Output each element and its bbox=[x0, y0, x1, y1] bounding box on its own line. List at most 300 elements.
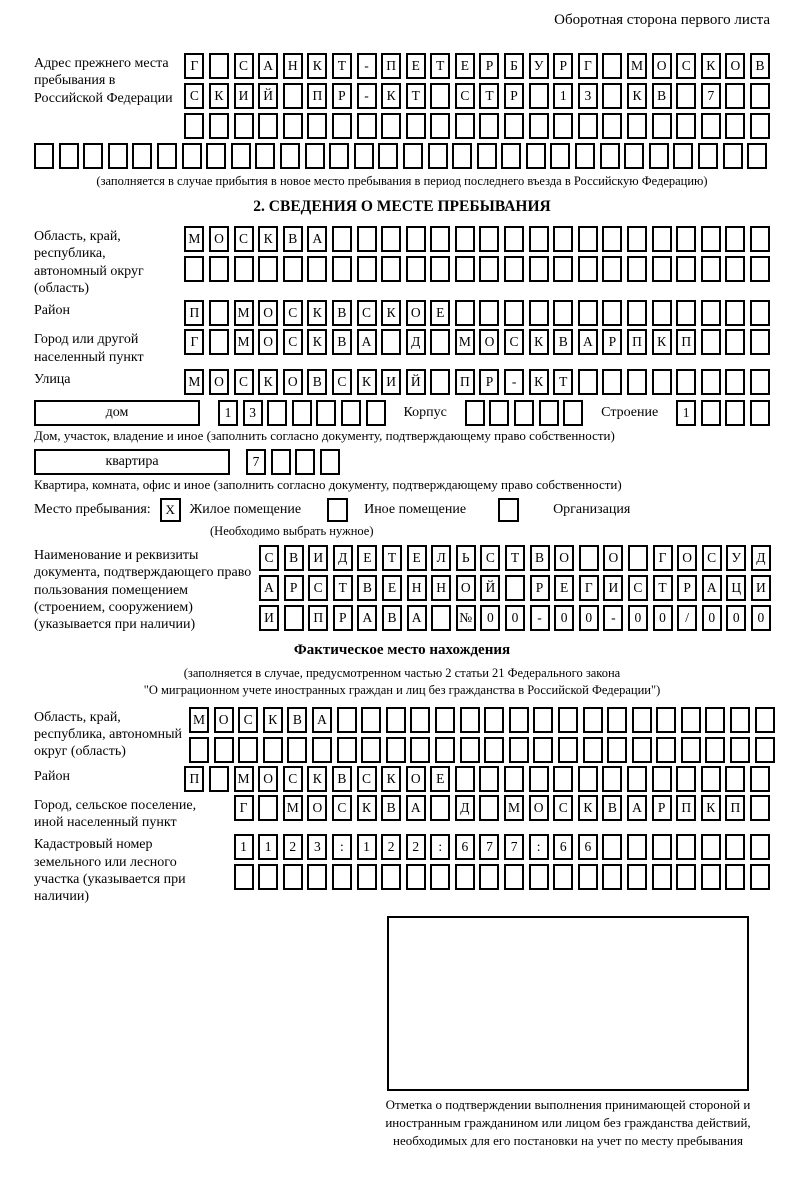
char-cell: К bbox=[529, 369, 549, 395]
char-cell bbox=[701, 766, 721, 792]
prev-address-fullwidth-row bbox=[34, 143, 770, 169]
char-cell bbox=[410, 707, 430, 733]
char-cell bbox=[701, 300, 721, 326]
field-prev-address bbox=[34, 53, 770, 139]
char-cell bbox=[676, 300, 696, 326]
char-cell bbox=[652, 300, 672, 326]
char-cell bbox=[337, 737, 357, 763]
char-cell bbox=[406, 113, 426, 139]
char-cell bbox=[750, 300, 770, 326]
char-cell bbox=[750, 83, 770, 109]
char-cell bbox=[750, 226, 770, 252]
char-cell: И bbox=[381, 369, 401, 395]
char-cell bbox=[307, 256, 327, 282]
char-cell bbox=[435, 707, 455, 733]
char-cell bbox=[627, 766, 647, 792]
checkbox-organizatsiya bbox=[498, 498, 519, 522]
char-cell bbox=[533, 707, 553, 733]
char-cell bbox=[337, 707, 357, 733]
char-cell bbox=[504, 300, 524, 326]
char-cell bbox=[701, 834, 721, 860]
char-cell bbox=[750, 329, 770, 355]
char-cell bbox=[701, 400, 721, 426]
char-cell bbox=[602, 300, 622, 326]
char-cell bbox=[189, 737, 209, 763]
char-cell bbox=[529, 766, 549, 792]
char-cell: У bbox=[529, 53, 549, 79]
char-grid-row bbox=[234, 795, 770, 821]
char-cell bbox=[652, 369, 672, 395]
char-cell: М bbox=[504, 795, 524, 821]
char-cell bbox=[258, 256, 278, 282]
char-cell: Д bbox=[333, 545, 353, 571]
char-cell bbox=[632, 707, 652, 733]
char-cell bbox=[479, 864, 499, 890]
char-cell: 2 bbox=[381, 834, 401, 860]
char-cell bbox=[725, 834, 745, 860]
char-cell bbox=[509, 737, 529, 763]
char-cell: У bbox=[726, 545, 746, 571]
char-cell: 3 bbox=[578, 83, 598, 109]
char-grid-row bbox=[259, 575, 771, 601]
fact-rayon-label: Район bbox=[34, 768, 70, 784]
char-cell: А bbox=[307, 226, 327, 252]
char-cell: О bbox=[652, 53, 672, 79]
char-cell bbox=[280, 143, 300, 169]
korpus-label: Корпус bbox=[403, 405, 447, 421]
char-cell: В bbox=[750, 53, 770, 79]
char-cell: В bbox=[283, 226, 303, 252]
char-cell: 6 bbox=[553, 834, 573, 860]
section2-title: 2. СВЕДЕНИЯ О МЕСТЕ ПРЕБЫВАНИЯ bbox=[253, 197, 551, 215]
char-cell bbox=[583, 737, 603, 763]
char-cell bbox=[238, 737, 258, 763]
char-cell bbox=[673, 143, 693, 169]
char-cell: О bbox=[725, 53, 745, 79]
char-cell: В bbox=[553, 329, 573, 355]
char-cell bbox=[479, 256, 499, 282]
char-cell: С bbox=[504, 329, 524, 355]
char-cell bbox=[750, 256, 770, 282]
mesto-note: (Необходимо выбрать нужное) bbox=[210, 524, 374, 539]
fact-title: Фактическое место нахождения bbox=[293, 641, 511, 658]
stroenie-label: Строение bbox=[601, 405, 659, 421]
char-cell bbox=[460, 707, 480, 733]
char-grid-row bbox=[184, 329, 770, 355]
char-cell bbox=[553, 256, 573, 282]
char-cell: С bbox=[283, 766, 303, 792]
char-cell: 0 bbox=[505, 605, 525, 631]
char-cell bbox=[406, 864, 426, 890]
char-cell: К bbox=[381, 83, 401, 109]
char-grid-row bbox=[259, 605, 771, 631]
char-cell: О bbox=[406, 300, 426, 326]
char-cell: С bbox=[234, 53, 254, 79]
char-cell: М bbox=[234, 329, 254, 355]
char-cell bbox=[602, 53, 622, 79]
field-dom bbox=[34, 400, 770, 426]
char-cell bbox=[403, 143, 423, 169]
char-cell bbox=[676, 766, 696, 792]
char-cell bbox=[747, 143, 767, 169]
char-cell bbox=[602, 226, 622, 252]
char-cell bbox=[386, 737, 406, 763]
char-cell: П bbox=[676, 795, 696, 821]
char-cell bbox=[676, 369, 696, 395]
char-cell bbox=[723, 143, 743, 169]
char-cell bbox=[627, 369, 647, 395]
char-cell: : bbox=[529, 834, 549, 860]
ulitsa-label: Улица bbox=[34, 372, 71, 388]
char-cell bbox=[435, 737, 455, 763]
char-cell bbox=[755, 737, 775, 763]
option-inoe-label: Иное помещение bbox=[364, 502, 467, 518]
char-cell bbox=[428, 143, 448, 169]
char-cell: Е bbox=[430, 766, 450, 792]
char-cell bbox=[305, 143, 325, 169]
char-cell bbox=[283, 864, 303, 890]
char-cell: Г bbox=[234, 795, 254, 821]
char-cell: 7 bbox=[479, 834, 499, 860]
char-cell: К bbox=[381, 300, 401, 326]
char-cell: В bbox=[332, 300, 352, 326]
char-cell: С bbox=[283, 329, 303, 355]
char-cell bbox=[553, 300, 573, 326]
char-cell bbox=[550, 143, 570, 169]
char-cell bbox=[209, 329, 229, 355]
char-cell: К bbox=[357, 369, 377, 395]
char-cell: 0 bbox=[726, 605, 746, 631]
char-cell: Р bbox=[602, 329, 622, 355]
char-cell bbox=[649, 143, 669, 169]
char-cell bbox=[381, 329, 401, 355]
char-cell bbox=[108, 143, 128, 169]
char-grid-row bbox=[184, 369, 770, 395]
char-cell bbox=[676, 834, 696, 860]
char-cell: Ц bbox=[726, 575, 746, 601]
rayon-label: Район bbox=[34, 303, 70, 319]
char-cell bbox=[652, 226, 672, 252]
char-cell bbox=[529, 226, 549, 252]
char-cell: М bbox=[234, 766, 254, 792]
char-cell bbox=[725, 766, 745, 792]
char-cell: А bbox=[406, 795, 426, 821]
char-cell: : bbox=[430, 834, 450, 860]
char-cell: 1 bbox=[258, 834, 278, 860]
field-fact-rayon bbox=[34, 766, 770, 792]
char-cell: К bbox=[652, 329, 672, 355]
char-cell bbox=[332, 864, 352, 890]
char-cell bbox=[184, 113, 204, 139]
char-cell: Ь bbox=[456, 545, 476, 571]
char-cell: 2 bbox=[283, 834, 303, 860]
char-cell bbox=[725, 113, 745, 139]
char-cell bbox=[479, 766, 499, 792]
char-cell: О bbox=[406, 766, 426, 792]
char-cell: О bbox=[209, 226, 229, 252]
char-cell: О bbox=[677, 545, 697, 571]
char-cell bbox=[583, 707, 603, 733]
char-cell: О bbox=[307, 795, 327, 821]
char-cell bbox=[676, 256, 696, 282]
char-cell bbox=[529, 83, 549, 109]
char-cell: Е bbox=[430, 300, 450, 326]
char-cell bbox=[504, 256, 524, 282]
char-cell: К bbox=[701, 795, 721, 821]
char-cell: А bbox=[312, 707, 332, 733]
char-cell: Т bbox=[332, 53, 352, 79]
char-cell: Д bbox=[406, 329, 426, 355]
char-cell: Р bbox=[504, 83, 524, 109]
char-cell: К bbox=[307, 766, 327, 792]
char-cell bbox=[504, 864, 524, 890]
char-cell bbox=[725, 864, 745, 890]
char-cell bbox=[558, 737, 578, 763]
char-cell bbox=[479, 226, 499, 252]
char-cell: 0 bbox=[628, 605, 648, 631]
char-cell: - bbox=[357, 53, 377, 79]
char-cell: Н bbox=[283, 53, 303, 79]
char-grid-row bbox=[259, 545, 771, 571]
char-cell bbox=[632, 737, 652, 763]
char-cell: Е bbox=[382, 575, 402, 601]
char-cell: Е bbox=[455, 53, 475, 79]
char-cell bbox=[410, 737, 430, 763]
char-cell bbox=[477, 143, 497, 169]
char-cell bbox=[455, 113, 475, 139]
char-cell bbox=[725, 329, 745, 355]
char-cell: Г bbox=[653, 545, 673, 571]
char-cell bbox=[701, 864, 721, 890]
char-cell: К bbox=[529, 329, 549, 355]
char-cell bbox=[705, 707, 725, 733]
char-cell bbox=[430, 329, 450, 355]
char-cell bbox=[386, 707, 406, 733]
char-cell bbox=[529, 300, 549, 326]
char-cell: А bbox=[627, 795, 647, 821]
char-cell bbox=[455, 864, 475, 890]
char-cell: 0 bbox=[653, 605, 673, 631]
dom-labelbox: дом bbox=[34, 400, 200, 426]
fact-note-line2: "О миграционном учете иностранных граждан и лиц без гражданства в Российской Федерации") bbox=[143, 682, 661, 697]
char-cell: Р bbox=[332, 83, 352, 109]
char-cell bbox=[701, 329, 721, 355]
char-cell bbox=[627, 256, 647, 282]
char-cell bbox=[725, 300, 745, 326]
mesto-label: Место пребывания: bbox=[34, 502, 151, 518]
char-cell bbox=[578, 369, 598, 395]
dom-cells bbox=[218, 400, 386, 426]
kvartira-cells bbox=[246, 449, 340, 475]
fact-gorod-label: Город, сельское поселение, иной населенный пункт bbox=[34, 797, 197, 830]
char-cell bbox=[578, 300, 598, 326]
char-cell bbox=[307, 113, 327, 139]
prev-address-label: Адрес прежнего места пребывания в Российской Федерации bbox=[34, 56, 173, 106]
char-cell: С bbox=[702, 545, 722, 571]
char-cell bbox=[366, 400, 386, 426]
char-cell: С bbox=[308, 575, 328, 601]
char-cell bbox=[430, 795, 450, 821]
char-cell: 1 bbox=[357, 834, 377, 860]
option-zhiloe-label: Жилое помещение bbox=[189, 502, 302, 518]
char-cell bbox=[526, 143, 546, 169]
char-cell: С bbox=[184, 83, 204, 109]
char-cell bbox=[725, 400, 745, 426]
confirmation-block bbox=[366, 916, 770, 1151]
char-cell bbox=[209, 300, 229, 326]
char-cell: Р bbox=[479, 53, 499, 79]
char-cell: П bbox=[725, 795, 745, 821]
stroenie-cells bbox=[676, 400, 770, 426]
kadastr-grid bbox=[204, 834, 770, 890]
char-cell bbox=[267, 400, 287, 426]
char-cell bbox=[652, 256, 672, 282]
char-cell bbox=[750, 113, 770, 139]
char-cell bbox=[750, 400, 770, 426]
char-cell: И bbox=[308, 545, 328, 571]
char-cell: К bbox=[263, 707, 283, 733]
char-cell: 7 bbox=[504, 834, 524, 860]
char-cell bbox=[656, 707, 676, 733]
char-cell: Т bbox=[653, 575, 673, 601]
field-fact-gorod bbox=[34, 795, 770, 832]
char-cell bbox=[676, 226, 696, 252]
field-fact-oblast bbox=[34, 707, 770, 763]
char-cell: О bbox=[456, 575, 476, 601]
char-cell: Т bbox=[430, 53, 450, 79]
char-cell: Г bbox=[578, 53, 598, 79]
char-cell: Г bbox=[184, 329, 204, 355]
char-cell bbox=[357, 226, 377, 252]
char-cell bbox=[750, 766, 770, 792]
char-cell bbox=[455, 226, 475, 252]
char-cell: 1 bbox=[234, 834, 254, 860]
char-cell bbox=[430, 83, 450, 109]
char-cell bbox=[563, 400, 583, 426]
char-cell bbox=[652, 113, 672, 139]
document-label: Наименование и реквизиты документа, подтверждающего право пользования помещением (строением, сооружением) (указывается при наличии) bbox=[34, 548, 252, 633]
char-cell: Е bbox=[554, 575, 574, 601]
char-cell bbox=[676, 113, 696, 139]
char-cell: В bbox=[382, 605, 402, 631]
checkbox-inoe bbox=[327, 498, 348, 522]
char-cell bbox=[514, 400, 534, 426]
char-cell bbox=[652, 834, 672, 860]
fact-note bbox=[34, 665, 770, 699]
char-cell bbox=[578, 113, 598, 139]
char-cell bbox=[431, 605, 451, 631]
char-cell: К bbox=[258, 369, 278, 395]
char-cell bbox=[575, 143, 595, 169]
char-cell bbox=[283, 256, 303, 282]
char-cell bbox=[332, 113, 352, 139]
char-cell bbox=[206, 143, 226, 169]
char-cell: А bbox=[258, 53, 278, 79]
char-cell bbox=[701, 369, 721, 395]
char-cell bbox=[329, 143, 349, 169]
char-cell: А bbox=[578, 329, 598, 355]
char-cell bbox=[357, 113, 377, 139]
char-cell: № bbox=[456, 605, 476, 631]
char-cell: Д bbox=[455, 795, 475, 821]
char-cell bbox=[214, 737, 234, 763]
char-cell: Р bbox=[284, 575, 304, 601]
char-cell: О bbox=[283, 369, 303, 395]
char-cell bbox=[332, 226, 352, 252]
char-cell bbox=[701, 256, 721, 282]
char-cell bbox=[725, 226, 745, 252]
char-cell bbox=[381, 226, 401, 252]
char-cell: 0 bbox=[579, 605, 599, 631]
char-cell bbox=[381, 113, 401, 139]
fact-note-line1: (заполняется в случае, предусмотренном частью 2 статьи 21 Федерального закона bbox=[183, 665, 621, 680]
char-cell: - bbox=[530, 605, 550, 631]
char-grid-row bbox=[184, 83, 770, 109]
char-cell: Т bbox=[479, 83, 499, 109]
char-cell bbox=[209, 256, 229, 282]
char-cell: М bbox=[455, 329, 475, 355]
checkbox-zhiloe: X bbox=[160, 498, 181, 522]
char-cell bbox=[627, 226, 647, 252]
char-cell bbox=[701, 226, 721, 252]
char-cell: 1 bbox=[553, 83, 573, 109]
char-cell: С bbox=[480, 545, 500, 571]
char-cell: С bbox=[234, 369, 254, 395]
char-cell: А bbox=[407, 605, 427, 631]
char-cell bbox=[455, 766, 475, 792]
char-cell bbox=[361, 707, 381, 733]
char-cell bbox=[602, 864, 622, 890]
char-cell bbox=[602, 113, 622, 139]
option-organizatsiya-label: Организация bbox=[553, 502, 631, 518]
char-cell: С bbox=[676, 53, 696, 79]
char-cell bbox=[287, 737, 307, 763]
char-cell: Д bbox=[751, 545, 771, 571]
char-cell: К bbox=[357, 795, 377, 821]
field-kvartira bbox=[34, 449, 770, 475]
char-cell bbox=[452, 143, 472, 169]
char-cell bbox=[357, 864, 377, 890]
char-cell bbox=[295, 449, 315, 475]
char-cell: О bbox=[479, 329, 499, 355]
document-grid bbox=[259, 545, 771, 631]
char-cell: С bbox=[238, 707, 258, 733]
kadastr-label: Кадастровый номер земельного или лесного участка (указывается при наличии) bbox=[34, 837, 186, 905]
gorod-label: Город или другой населенный пункт bbox=[34, 332, 144, 365]
char-cell: П bbox=[308, 605, 328, 631]
char-cell bbox=[529, 113, 549, 139]
char-cell bbox=[479, 795, 499, 821]
char-cell: К bbox=[209, 83, 229, 109]
char-cell: П bbox=[676, 329, 696, 355]
char-cell bbox=[430, 256, 450, 282]
char-cell bbox=[578, 864, 598, 890]
char-cell bbox=[602, 766, 622, 792]
char-cell: 0 bbox=[702, 605, 722, 631]
char-cell bbox=[553, 113, 573, 139]
char-cell bbox=[430, 113, 450, 139]
char-cell bbox=[484, 737, 504, 763]
char-cell: Л bbox=[431, 545, 451, 571]
char-cell bbox=[698, 143, 718, 169]
char-cell: Й bbox=[258, 83, 278, 109]
char-cell: Е bbox=[407, 545, 427, 571]
char-cell bbox=[505, 575, 525, 601]
char-cell bbox=[509, 707, 529, 733]
char-cell: Р bbox=[479, 369, 499, 395]
char-cell bbox=[209, 113, 229, 139]
char-cell: 1 bbox=[218, 400, 238, 426]
